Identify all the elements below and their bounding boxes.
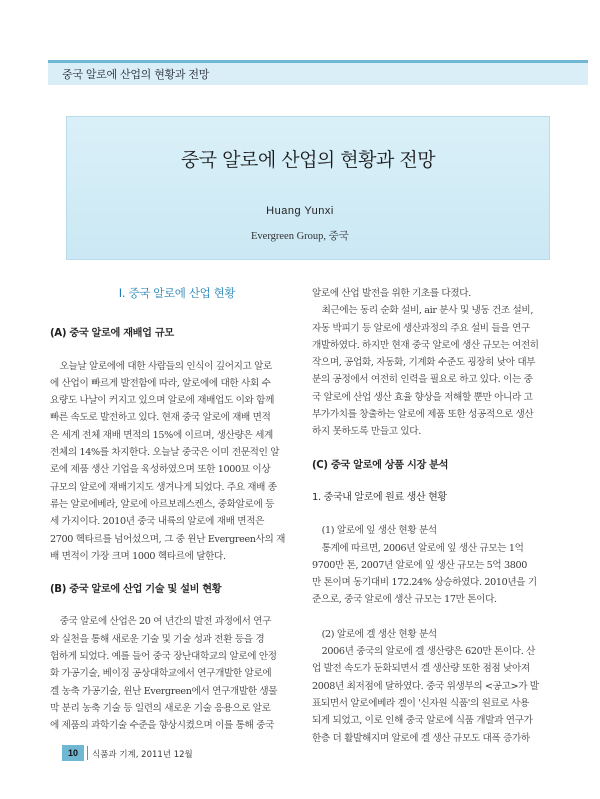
left-column (50, 285, 304, 735)
text-line: 류는 알로에베라, 알로에 아르보레스켄스, 중화알로에 등 (50, 498, 275, 510)
text-line: 표되면서 알로에베라 겔이 '신자원 식품'의 원료로 사용 (312, 697, 529, 709)
item-1-title: (1) 알로에 잎 생산 현황 분석 (321, 525, 437, 537)
text-line: 되게 되었고, 이로 인해 중국 알로에 식품 개발과 연구가 (312, 715, 533, 727)
running-title: 중국 알로에 산업의 현황과 전망 (62, 68, 210, 81)
section-title: Ⅰ. 중국 알로에 산업 현황 (118, 286, 236, 300)
text-line: 알로에 산업 발전을 위한 기초를 다졌다. (312, 288, 471, 299)
text-line: 부가가치를 창출하는 알로에 제품 또한 성공적으로 생산 (312, 409, 534, 421)
article-title: 중국 알로에 산업의 현황과 전망 (180, 149, 436, 171)
text-line: 국 알로에 산업 생산 효율 향상을 저해할 뿐만 아니라 고 (312, 391, 533, 403)
text-line: 중국 알로에 산업은 20 여 년간의 발전 과정에서 연구 (59, 616, 272, 628)
text-line: 규모의 알로에 재배기지도 생겨나게 되었다. 주요 재배 종 (50, 481, 277, 493)
running-header (48, 63, 588, 85)
author-affiliation: Evergreen Group, 중국 (251, 231, 349, 242)
text-line: 하지 못하도록 만들고 있다. (312, 426, 421, 438)
journal-info: 식품과 기계, 2011년 12월 (92, 750, 193, 760)
text-line: 험하게 되었다. 예를 들어 중국 장난대학교의 알로에 안정 (50, 651, 277, 663)
item-1 (312, 522, 566, 608)
subsection-c-title: (C) 중국 알로에 상품 시장 분석 (312, 459, 449, 471)
text-line: 빠른 속도로 발전하고 있다. 현재 중국 알로에 재배 면적 (50, 412, 271, 424)
text-line: 막 분리 농축 기술 등 일련의 새로운 기술 응용으로 알로 (50, 702, 271, 714)
text-line: 전체의 14%를 차지한다. 오늘날 중국은 이미 전문적인 알 (50, 447, 280, 459)
text-line: 작으며, 공업화, 자동화, 기계화 수준도 굉장히 낮아 대부 (312, 357, 536, 369)
text-line: 2006년 중국의 알로에 겔 생산량은 620만 톤이다. 산 (321, 646, 536, 658)
subsection-b-body (50, 613, 304, 734)
top-margin (0, 0, 600, 57)
text-line: 개발하였다. 하지만 현재 중국 알로에 생산 규모는 여전히 (312, 339, 539, 351)
item-2 (312, 626, 566, 747)
subsection-b-title: (B) 중국 알로에 산업 기술 및 설비 현황 (50, 584, 222, 596)
item-2-title: (2) 알로에 겔 생산 현황 분석 (321, 628, 437, 640)
text-line: 로에 제품 생산 기업을 육성하였으며 또한 1000묘 이상 (50, 464, 271, 476)
author-name: Huang Yunxi (266, 205, 334, 217)
text-line: 업 발전 속도가 둔화되면서 겔 생산량 또한 점점 낮아져 (312, 663, 530, 675)
text-line: 통계에 따르면, 2006년 알로에 잎 생산 규모는 1억 (321, 542, 524, 554)
text-line: 2008년 최저점에 달하였다. 중국 위생부의 <공고>가 발 (312, 680, 539, 692)
text-line: 2700 헥타르를 넘어섰으며, 그 중 윈난 Evergreen사의 재 (50, 533, 286, 545)
text-line: 배 면적이 가장 크며 1000 헥타르에 달한다. (50, 550, 226, 562)
subsection-c1-title: 1. 중국내 알로에 원료 생산 현황 (312, 491, 447, 503)
right-column (312, 285, 566, 747)
text-line: 와 실천을 통해 새로운 기술 및 기술 성과 전환 등을 경 (50, 633, 265, 645)
text-line: 자동 박피기 등 알로에 생산과정의 주요 설비 들을 연구 (312, 322, 530, 334)
text-line: 에 제품의 과학기술 수준을 향상시켰으며 이를 통해 중국 (50, 720, 275, 732)
subsection-a-body (50, 358, 304, 566)
text-line: 화 가공기술, 베이징 공상대학교에서 연구개발한 알로에 (50, 668, 272, 680)
text-line: 오늘날 알로에에 대한 사람들의 인식이 깊어지고 알로 (59, 360, 272, 372)
text-line: 최근에는 동리 순화 설비, air 분사 및 냉동 건조 설비, (321, 305, 534, 317)
text-line: 한층 더 활발해지며 알로에 겔 생산 규모도 대폭 증가하 (312, 732, 530, 744)
subsection-a-title: (A) 중국 알로에 재배업 규모 (50, 328, 174, 340)
continued-text (312, 285, 566, 441)
text-line: 만 톤이며 동기대비 172.24% 상승하였다. 2010년을 기 (312, 577, 537, 589)
text-line: 에 산업이 빠르게 발전함에 따라, 알로에에 대한 사회 수 (50, 377, 271, 389)
page-number: 10 (62, 745, 84, 761)
text-line: 분의 공정에서 여전히 인력을 필요로 하고 있다. 이는 중 (312, 374, 533, 386)
footer-divider (87, 746, 88, 760)
text-line: 세 가지이다. 2010년 중국 내륙의 알로에 재배 면적은 (50, 516, 265, 528)
text-line: 9700만 톤, 2007년 알로에 잎 생산 규모는 5억 3800 (312, 559, 528, 571)
text-line: 겔 농축 가공기술, 윈난 Evergreen에서 연구개발한 생물 (50, 685, 278, 697)
text-line: 은 세계 전체 재배 면적의 15%에 이르며, 생산량은 세계 (50, 429, 273, 441)
text-line: 준으로, 중국 알로에 생산 규모는 17만 톤이다. (312, 594, 497, 606)
text-line: 요량도 나날이 커지고 있으며 알로에 재배업도 이와 함께 (50, 395, 275, 407)
